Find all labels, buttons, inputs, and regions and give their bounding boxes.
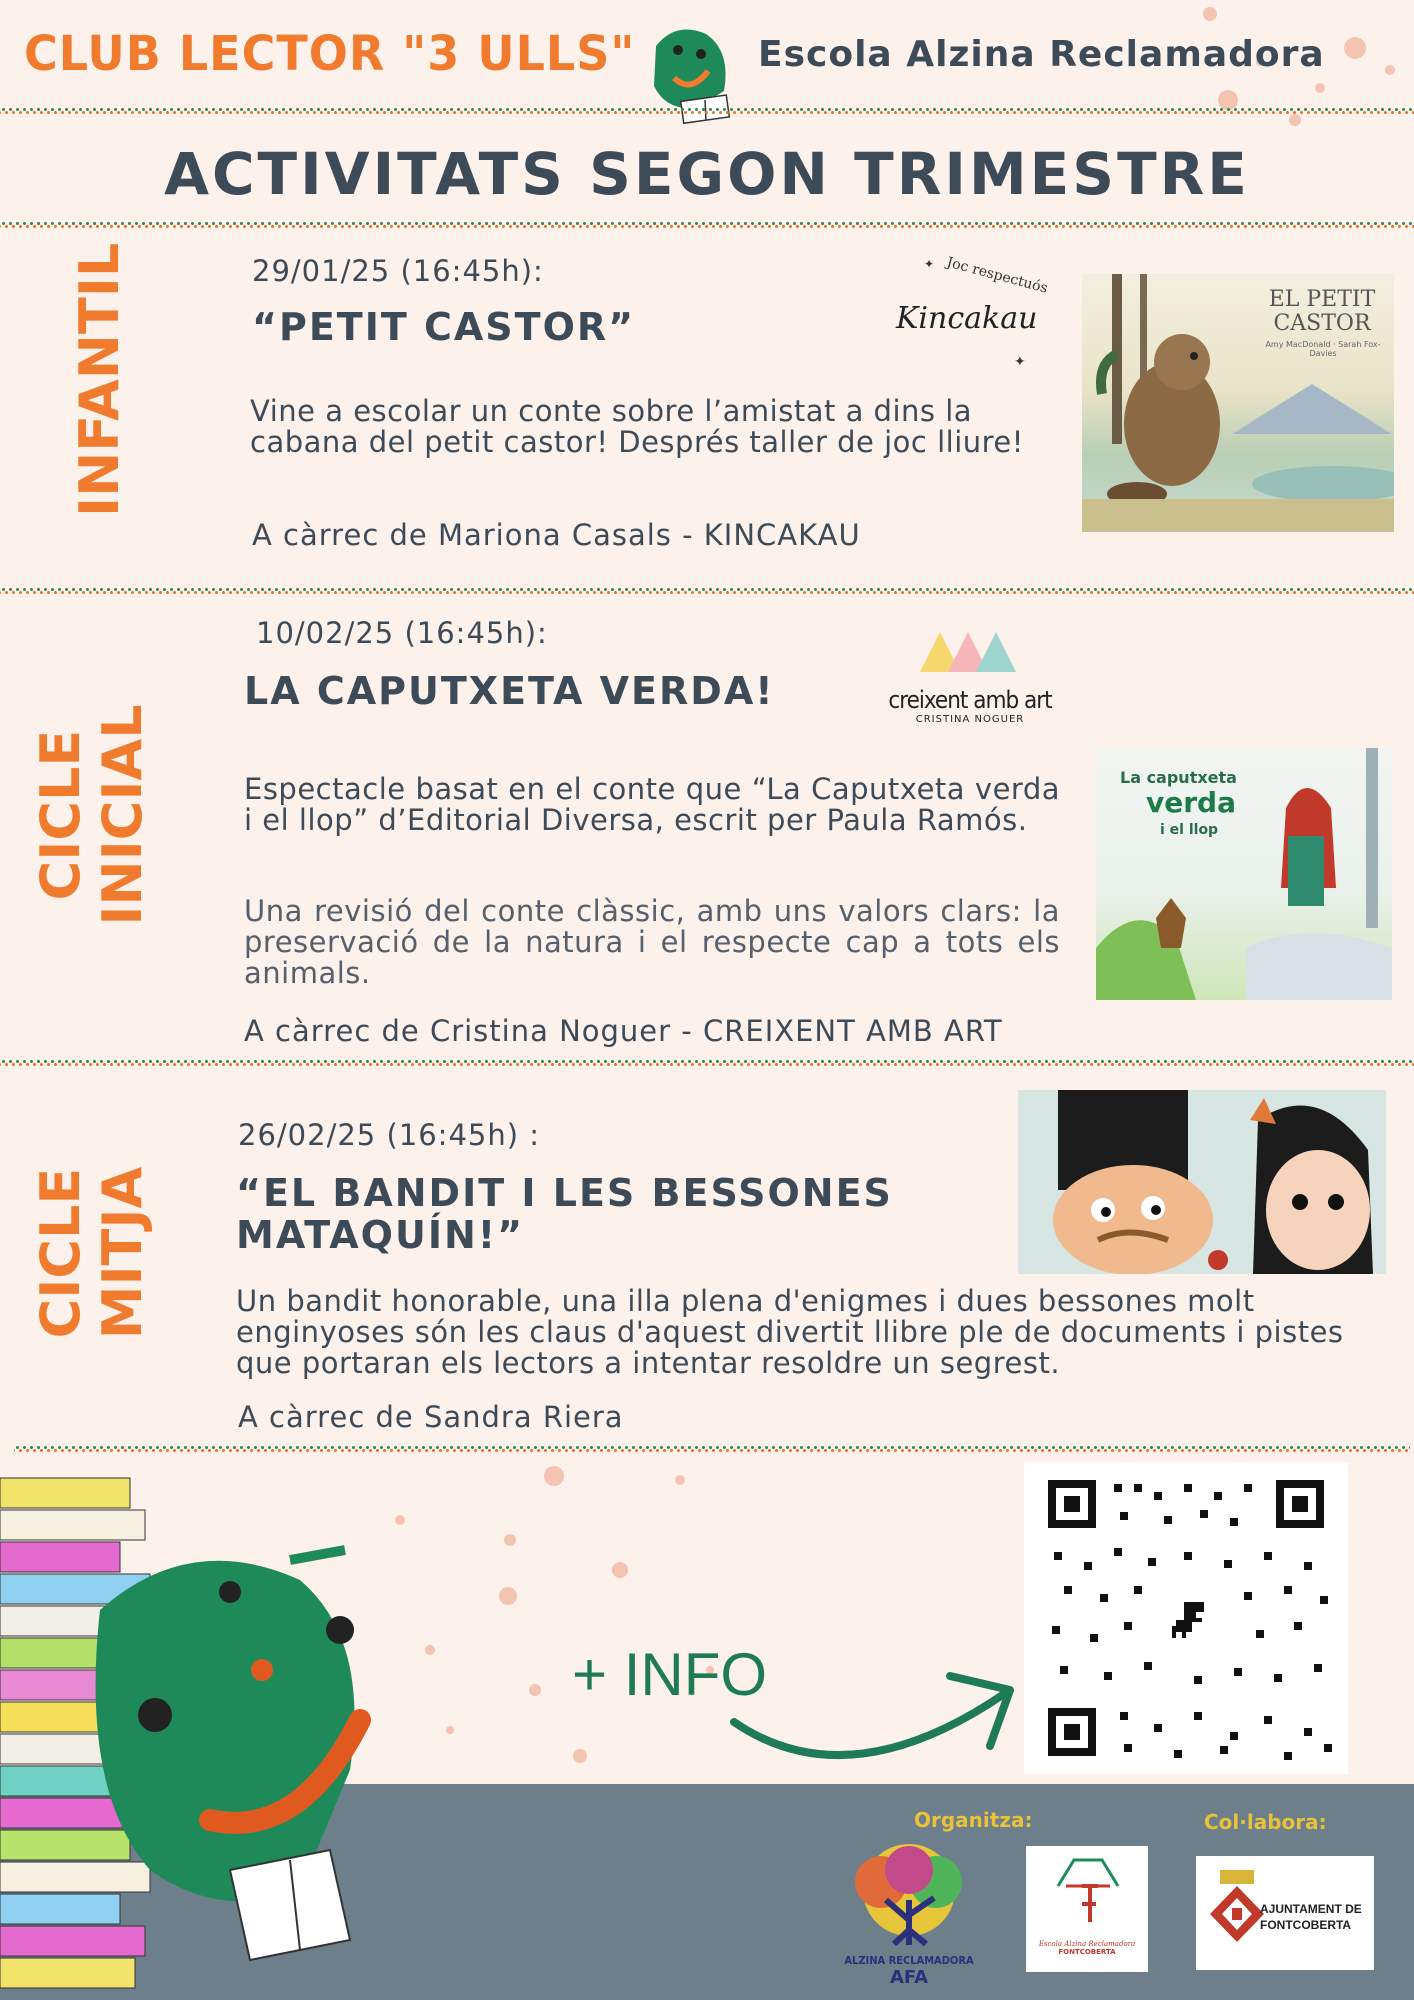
svg-text:✦: ✦ (1014, 354, 1026, 370)
more-info-label: + INFO (572, 1641, 768, 1708)
school-name: Escola Alzina Reclamadora (758, 34, 1325, 75)
activity-responsible: A càrrec de Sandra Riera (238, 1400, 624, 1434)
divider (0, 108, 1414, 114)
book-title-line3: i el llop (1160, 822, 1219, 838)
svg-text:✦: ✦ (924, 257, 935, 271)
books-stack-illustration (0, 1470, 430, 2000)
divider (0, 1060, 1414, 1066)
activity-date: 26/02/25 (16:45h) : (238, 1118, 541, 1152)
decorative-dots (1120, 0, 1414, 150)
organitza-label: Organitza: (914, 1808, 1033, 1832)
activity-date: 10/02/25 (16:45h): (256, 616, 548, 650)
activity-title: LA CAPUTXETA VERDA! (244, 669, 775, 713)
club-title: CLUB LECTOR "3 ULLS" (24, 24, 636, 82)
arrow-right-icon (728, 1650, 1028, 1770)
activity-title: “EL BANDIT I LES BESSONES MATAQUÍN!” (236, 1171, 893, 1257)
book-cover-caputxeta-verda (1096, 748, 1392, 1000)
book-title-line2: verda (1146, 786, 1236, 819)
activity-description: Vine a escolar un conte sobre l’amistat a dins la cabana del petit castor! Després taller de joc lliure! (250, 394, 1024, 459)
book-cover-petit-castor (1082, 274, 1394, 532)
activity-responsible: A càrrec de Mariona Casals - KINCAKAU (252, 518, 861, 552)
creixent-amb-art-logo: creixent amb art CRISTINA NOGUER (880, 620, 1060, 730)
svg-text:Joc respectuós: Joc respectuós (944, 254, 1050, 297)
book-authors: Amy MacDonald · Sarah Fox-Davies (1265, 340, 1381, 358)
activity-title: “PETIT CASTOR” (252, 305, 636, 349)
afa-logo: ALZINA RECLAMADORA AFA (836, 1840, 982, 1986)
book-title-line1: La caputxeta (1120, 768, 1237, 787)
activity-responsible: A càrrec de Cristina Noguer - CREIXENT AMB ART (244, 1014, 1003, 1048)
section-label-cicle-inicial: CICLE INICIAL (29, 704, 154, 926)
divider (14, 1446, 1410, 1452)
section-label-infantil: INFANTIL (68, 242, 131, 517)
section-label-cicle-mitja: CICLE MITJA (29, 1166, 154, 1340)
activity-description: Espectacle basat en el conte que “La Caputxeta verda i el llop” d’Editorial Diversa, escrit per Paula Ramós. (244, 772, 1060, 837)
activity-description: Un bandit honorable, una illa plena d'enigmes i dues bessones molt enginyoses són les claus d'aquest divertit llibre ple de documents i pistes que portaran els lectors a intentar resoldre un segrest. (236, 1284, 1344, 1380)
divider (0, 588, 1414, 594)
page-title: ACTIVITATS SEGON TRIMESTRE (164, 140, 1250, 208)
activity-date: 29/01/25 (16:45h): (252, 254, 544, 288)
school-logo: Escola Alzina Reclamadora FONTCOBERTA (1026, 1846, 1148, 1972)
qr-code[interactable] (1024, 1462, 1348, 1774)
activity-description-extra: Una revisió del conte clàssic, amb uns valors clars: la preservació de la natura i el respecte cap a tots els animals. (244, 894, 1060, 990)
book-illustration-bandit (1018, 1090, 1386, 1274)
collabora-label: Col·labora: (1204, 1810, 1327, 1834)
kincakau-logo (886, 246, 1056, 376)
svg-text:Kincakau: Kincakau (896, 301, 1038, 336)
ajuntament-logo: AJUNTAMENT DE FONTCOBERTA (1196, 1856, 1374, 1970)
mascot-icon (636, 16, 746, 136)
book-title: EL PETIT CASTOR (1268, 287, 1376, 336)
divider (0, 222, 1414, 228)
